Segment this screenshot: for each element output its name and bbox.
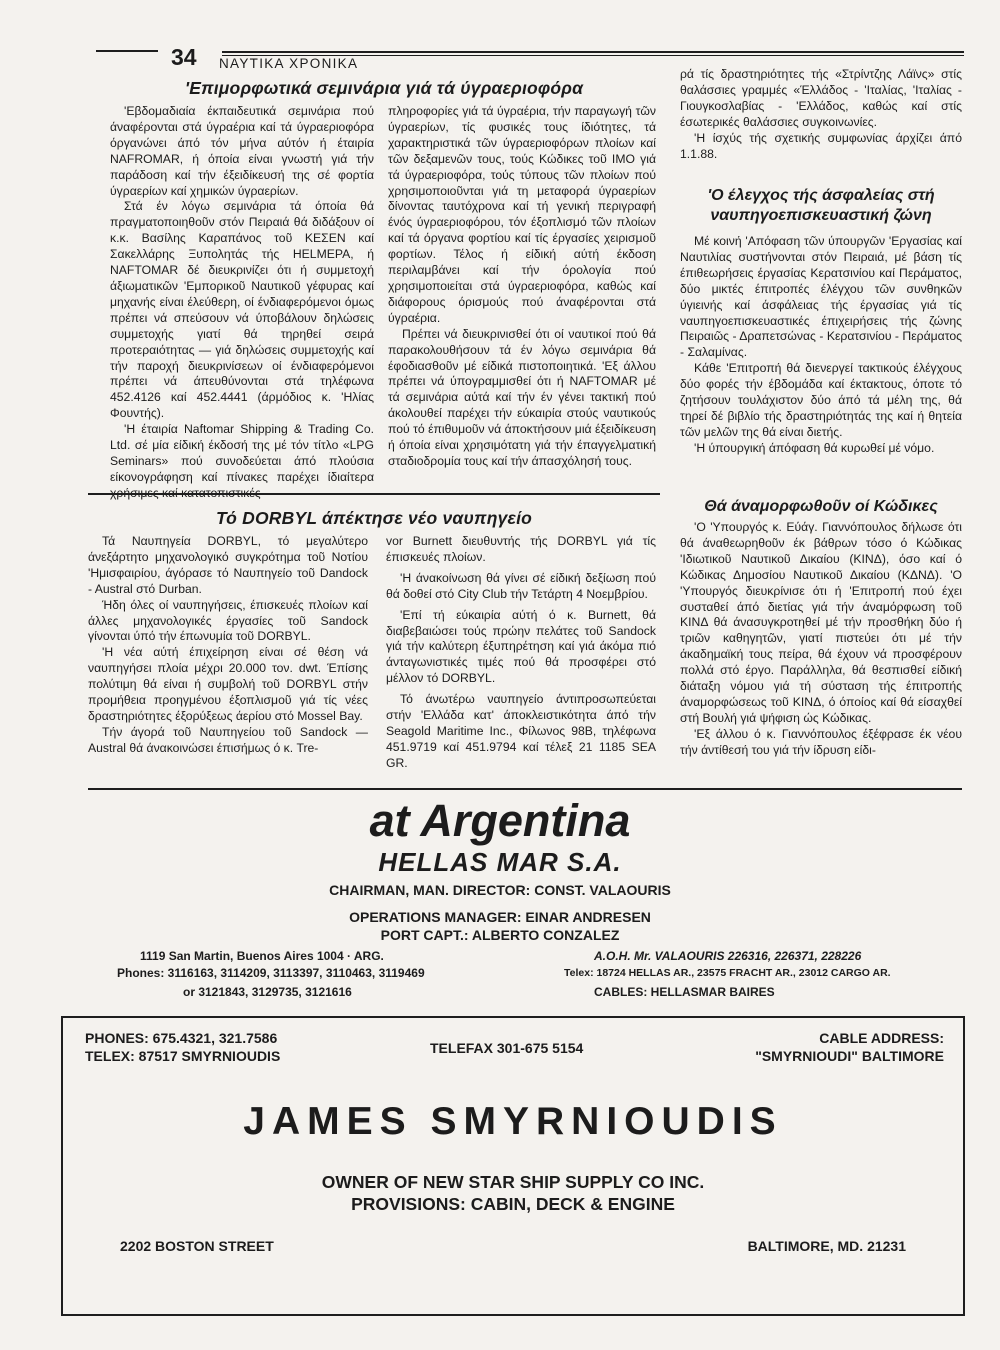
paragraph: Πρέπει νά διευκρινισθεί ότι οί ναυτικοί πού θά παρακολουθήσουν τά έν λόγω σεμινάρια θά έφοδιασθοῦν μέ είδικά πιστοποιητικά. 'Εξ άλλου πρέπει νά ύπογραμμισθεί ότι ή NAFTOMAR μέ τά σεμινάρια αύτά καί τήν έν γένει τακτική πού άκολουθεί παρέχει τήν εύκαιρία στούς ναυτικούς πού τό έπιθυμοῦν νά άποκτήσουν μιά έξειδίκευση ή όποία είναι χρησιμότατη γιά τήν έπαγγελματική σταδιοδρομία τους καί τήν άπασχόλησή τους. xyxy=(388,326,656,468)
column-3-top xyxy=(680,67,962,162)
bottom-rule xyxy=(88,788,962,790)
smyrnioudis-telefax: TELEFAX 301-675 5154 xyxy=(430,1040,584,1056)
paragraph: Ήδη όλες οί ναυπηγήσεις, έπισκευές πλοίων καί άλλες μηχανολογικές έργασίες τοῦ Sandock γίνονται ύπό τήν έπωνυμία τοῦ DORBYL. xyxy=(88,597,368,644)
paragraph: Τό άνωτέρω ναυπηγείο άντιπροσωπεύεται στήν 'Ελλάδα κατ' άποκλειστικότητα άπό τήν Seagold Maritime Inc., Φίλωνος 98Β, τηλέφωνα 451.9719 καί 451.9794 καί τέλεξ 21 1185 SEA GR. xyxy=(386,692,656,770)
argentina-headline: at Argentina xyxy=(369,795,631,846)
argentina-chairman: CHAIRMAN, MAN. DIRECTOR: CONST. VALAOURIS xyxy=(329,882,671,898)
argentina-ops-manager: OPERATIONS MANAGER: EINAR ANDRESEN xyxy=(349,909,651,925)
article2-column-2 xyxy=(386,534,656,772)
paragraph: Μέ κοινή 'Απόφαση τῶν ύπουργῶν 'Εργασίας καί Ναυτιλίας συστήνονται στόν Πειραιά, μέ βάση τίς έπιθεωρήσεις έργασίας Κερατσινίου καί Περάματος, δύο μικτές έπιτροπές έλέγχου τῶν συνθηκῶν ύγιεινής καί άσφάλειας τής έργασίας γιά τίς ναυπηγοεπισκευαστικές έπιχειρήσεις τής ζώνης Πειραιῶς - Δραπετσώνας - Κερατσινίου - Περάματος - Σαλαμίνας. xyxy=(680,234,962,360)
article1-column-1 xyxy=(110,104,374,502)
paragraph: Κάθε 'Επιτροπή θά διενεργεί τακτικούς έλέγχους δύο φορές τήν έβδομάδα καί έκτακτους, όποτε τό ζητήσουν τουλάχιστον δύο άπό τά μέλη της, θά τηρεί δέ βιβλίο τής δραστηριότητάς της καί ή θητεία τῶν μελῶν της θά είναι διετής. xyxy=(680,361,962,439)
paragraph: Τά Ναυπηγεία DORBYL, τό μεγαλύτερο άνεξάρτητο μηχανολογικό συγκρότημα τοῦ Νοτίου 'Ημισφαιρίου, άγόρασε τό Ναυπηγείο τοῦ Dandock - Austral στό Durban. xyxy=(88,534,368,596)
paragraph: 'Η ίσχύς τής σχετικής συμφωνίας άρχίζει άπό 1.1.88. xyxy=(680,130,962,161)
smyrnioudis-telex: TELEX: 87517 SMYRNIOUDIS xyxy=(85,1048,281,1064)
smyrnioudis-owner: OWNER OF NEW STAR SHIP SUPPLY CO INC. xyxy=(321,1172,705,1192)
argentina-telex: Telex: 18724 HELLAS AR., 23575 FRACHT AR., 23012 CARGO AR. xyxy=(564,967,891,979)
argentina-company: HELLAS MAR S.A. xyxy=(378,847,622,877)
smyrnioudis-city: BALTIMORE, MD. 21231 xyxy=(747,1238,906,1254)
article-divider xyxy=(88,493,660,495)
paragraph: 'Η έταιρία Naftomar Shipping & Trading Co. Ltd. σέ μία είδική έκδοσή της μέ τόν τίτλο «LPG Seminars» πού συνοδεύεται άπό πλούσια είκονογράφηση καί πίνακες παρέχει ίδιαίτερα xyxy=(110,422,374,484)
argentina-phones-2: or 3121843, 3129735, 3121616 xyxy=(183,985,352,999)
smyrnioudis-phones: PHONES: 675.4321, 321.7586 xyxy=(85,1030,278,1046)
smyrnioudis-cable-label: CABLE ADDRESS: xyxy=(819,1030,944,1046)
article1-column-2 xyxy=(388,104,656,470)
paragraph: Στά έν λόγω σεμινάρια τά όποία θά πραγματοποιηθοῦν στόν Πειραιά θά διδάξουν οί κ.κ. Βασίλης Καραπάνος τοῦ ΚΕΣΕΝ καί Σακελλάρης Ξυπολητάς τής HELMEPA, ή NAFTOMAR δέ διευκρινίζει ότι ή συμμετοχή άξιωματικῶν 'Εμπορικοῦ Ναυτικοῦ γέφυρας καί μηχανής είναι έλεύθερη, οί ένδιαφερόμενοι όμως πρέπει νά σπεύσουν νά ύποβάλουν δηλώσεις συμμετοχής γιατί θά τηρηθεί σειρά προτεραιότητας — γιά δηλώσεις συμμετοχής καί τήν παροχή διευκρινίσεων οί ένδιαφερόμενοι πρέπει νά άπευθύνονται στά τηλέφωνα 452.4126 καί 452.4441 (άρμόδιος κ. 'Ηλίας Φουντής). xyxy=(110,199,374,421)
smyrnioudis-cable-value: "SMYRNIOUDI" BALTIMORE xyxy=(755,1048,944,1064)
article2-title: Τό DORBYL άπέκτησε νέο ναυπηγείο xyxy=(215,508,533,528)
article3-title: 'Ο έλεγχος τής άσφαλείας στή ναυπηγοεπισκευαστική ζώνη xyxy=(707,187,935,224)
article1-title: 'Επιμορφωτικά σεμινάρια γιά τά ύγραεριοφόρα xyxy=(184,78,584,98)
argentina-phones: Phones: 3116163, 3114209, 3113397, 3110463, 3119469 xyxy=(117,966,425,980)
publication-name: ΝΑΥΤΙΚΑ ΧΡΟΝΙΚΑ xyxy=(219,56,359,71)
page-number: 34 xyxy=(171,44,197,70)
paragraph: 'Ο 'Υπουργός κ. Εύάγ. Γιαννόπουλος δήλωσε ότι θά άναθεωρηθοῦν έκ βάθρων τόσο ό Κώδικας 'Ιδιωτικοῦ Ναυτικοῦ Δικαίου (ΚΙΝΔ), όσο καί ό Κώδικας Δημοσίου Ναυτικοῦ Δικαίου (ΚΔΝΔ). 'Ο 'Υπουργός διευκρίνισε ότι ή 'Επιτροπή πού έχει συσταθεί άπό διετίας γιά τήν άναμόρφωση τοῦ ΚΙΝΔ θά άνασυγκροτηθεί μέ τήν προσθήκη δύο ή τριῶν καθηγητῶν, γιατί πιστεύει ότι μέ τήν άκαδημαϊκή τους πείρα, θά έχουν νά προσφέρουν πολλά στό έργο. Παράλληλα, θά θεσπισθεί είδική διάταξη νόμου γιά τή σύσταση τής έπιτροπής άναμορφώσεως τοῦ ΚΙΝΔ, ό όποίος καί θά είσαχθεί στή Βουλή γιά ψήφιση ώς Κώδικας. xyxy=(680,520,962,725)
paragraph: 'Η ύπουργική άπόφαση θά κυρωθεί μέ νόμο. xyxy=(694,440,935,455)
smyrnioudis-name: JAMES SMYRNIOUDIS xyxy=(243,1100,783,1143)
paragraph: vor Burnett διευθυντής τής DORBYL γιά τίς έπισκευές πλοίων. xyxy=(386,534,656,564)
article4-body xyxy=(680,520,962,759)
header-rule-thin xyxy=(222,55,964,56)
smyrnioudis-provisions: PROVISIONS: CABIN, DECK & ENGINE xyxy=(351,1194,675,1214)
header-rule-right xyxy=(222,51,964,53)
argentina-address: 1119 San Martin, Buenos Aires 1004 · ARG. xyxy=(140,949,384,963)
paragraph: Τήν άγορά τοῦ Ναυπηγείου τοῦ Sandock — Austral θά άνακοινώσει έπισήμως ό κ. Tre- xyxy=(88,724,368,755)
paragraph: 'Εβδομαδιαία έκπαιδευτικά σεμινάρια πού άναφέρονται στά ύγραέρια καί τά ύγραεριοφόρα όργανώνει άπό τόν μήνα αύτόν ή έταιρία NAFROMAR, ή όποία είναι γνωστή γιά τήν παράδοση καί τήν έξειδίκευσή της σέ φορτία ύγραερίων καί χημικών ύγραερίων. xyxy=(110,104,374,198)
paragraph: 'Η νέα αύτή έπιχείρηση είναι σέ θέση νά ναυπηγήσει πλοία μέχρι 20.000 τον. dwt. Έπίσης πολύτιμη θά είναι ή συμβολή τοῦ DORBYL στήν προμήθεια προηγμένου έξοπλισμοῦ γιά τίς νέες δραστηριότητες έξορύξεως άερίου στό Mossel Bay. xyxy=(88,645,368,723)
article3-body xyxy=(680,234,962,457)
argentina-aoh: A.O.H. Mr. VALAOURIS 226316, 226371, 228226 xyxy=(594,949,862,963)
header-rule-left xyxy=(96,50,158,52)
paragraph: 'Επί τή εύκαιρία αύτή ό κ. Burnett, θά διαβεβαιώσει τούς πρώην πελάτες τοῦ Sandock γιά τήν καλύτερη έξυπηρέτηση καί γιά άκόμα πιό άνταγωνιστικές τιμές πού θά προσφέρει στό μέλλον τό DORBYL. xyxy=(386,607,656,686)
paragraph: 'Εξ άλλου ό κ. Γιαννόπουλος έξέφρασε έκ νέου τήν άντίθεσή του γιά τήν ίδρυση είδι- xyxy=(680,726,962,757)
argentina-port-capt: PORT CAPT.: ALBERTO CONZALEZ xyxy=(380,927,620,943)
article4-title: Θά άναμορφωθοῦν οί Κώδικες xyxy=(704,498,938,515)
smyrnioudis-street: 2202 BOSTON STREET xyxy=(120,1238,274,1254)
article2-column-1 xyxy=(88,534,368,757)
paragraph: πληροφορίες γιά τά ύγραέρια, τήν παραγωγή τῶν ύγραερίων, τίς φυσικές τους ίδιότητες, τά χαρακτηριστικά τῶν ύγραεριοφόρων πλοίων καί τῶν δεξαμενῶν τους, τούς Κώδικες τοῦ ΙΜΟ γιά τά ύγραεριοφόρα, τούς τύπους τῶν πλοίων πού χρησιμοποιοῦνται γιά τη μεταφορά ύγραερίων δίνοντας ταυτόχρονα καί τή γενική περιγραφή ένός ύγραεριοφόρου, τόν έξοπλισμό τῶν πλοίων καί τά όργανα φορτίου καί τίς έργασίες χειρισμοῦ φορτίων. Τέλος ή είδική αύτή έκδοση περιλαμβάνει καί τήν όρολογία πού χρησιμοποιείται στά ύγραεριοφόρα, καθώς καί διάφορους όρισμούς πού άναφέρονται στά ύγραέρια. xyxy=(388,104,656,325)
paragraph: ρά τίς δραστηριότητες τής «Στρίντζης Λάϊνς» στίς θαλάσσιες γραμμές «Έλλάδος - 'Ιταλίας, 'Ιταλίας - Γιουγκοσλαβίας - 'Ελλάδος, καθώς καί στίς έσωτερικές θαλάσσιες συγκοινωνίες. xyxy=(680,67,962,129)
argentina-cables: CABLES: HELLASMAR BAIRES xyxy=(594,985,775,999)
paragraph: 'Η άνακοίνωση θά γίνει σέ είδική δεξίωση πού θά δοθεί στό City Club τήν Τετάρτη 4 Νοεμβρίου. xyxy=(386,570,656,601)
